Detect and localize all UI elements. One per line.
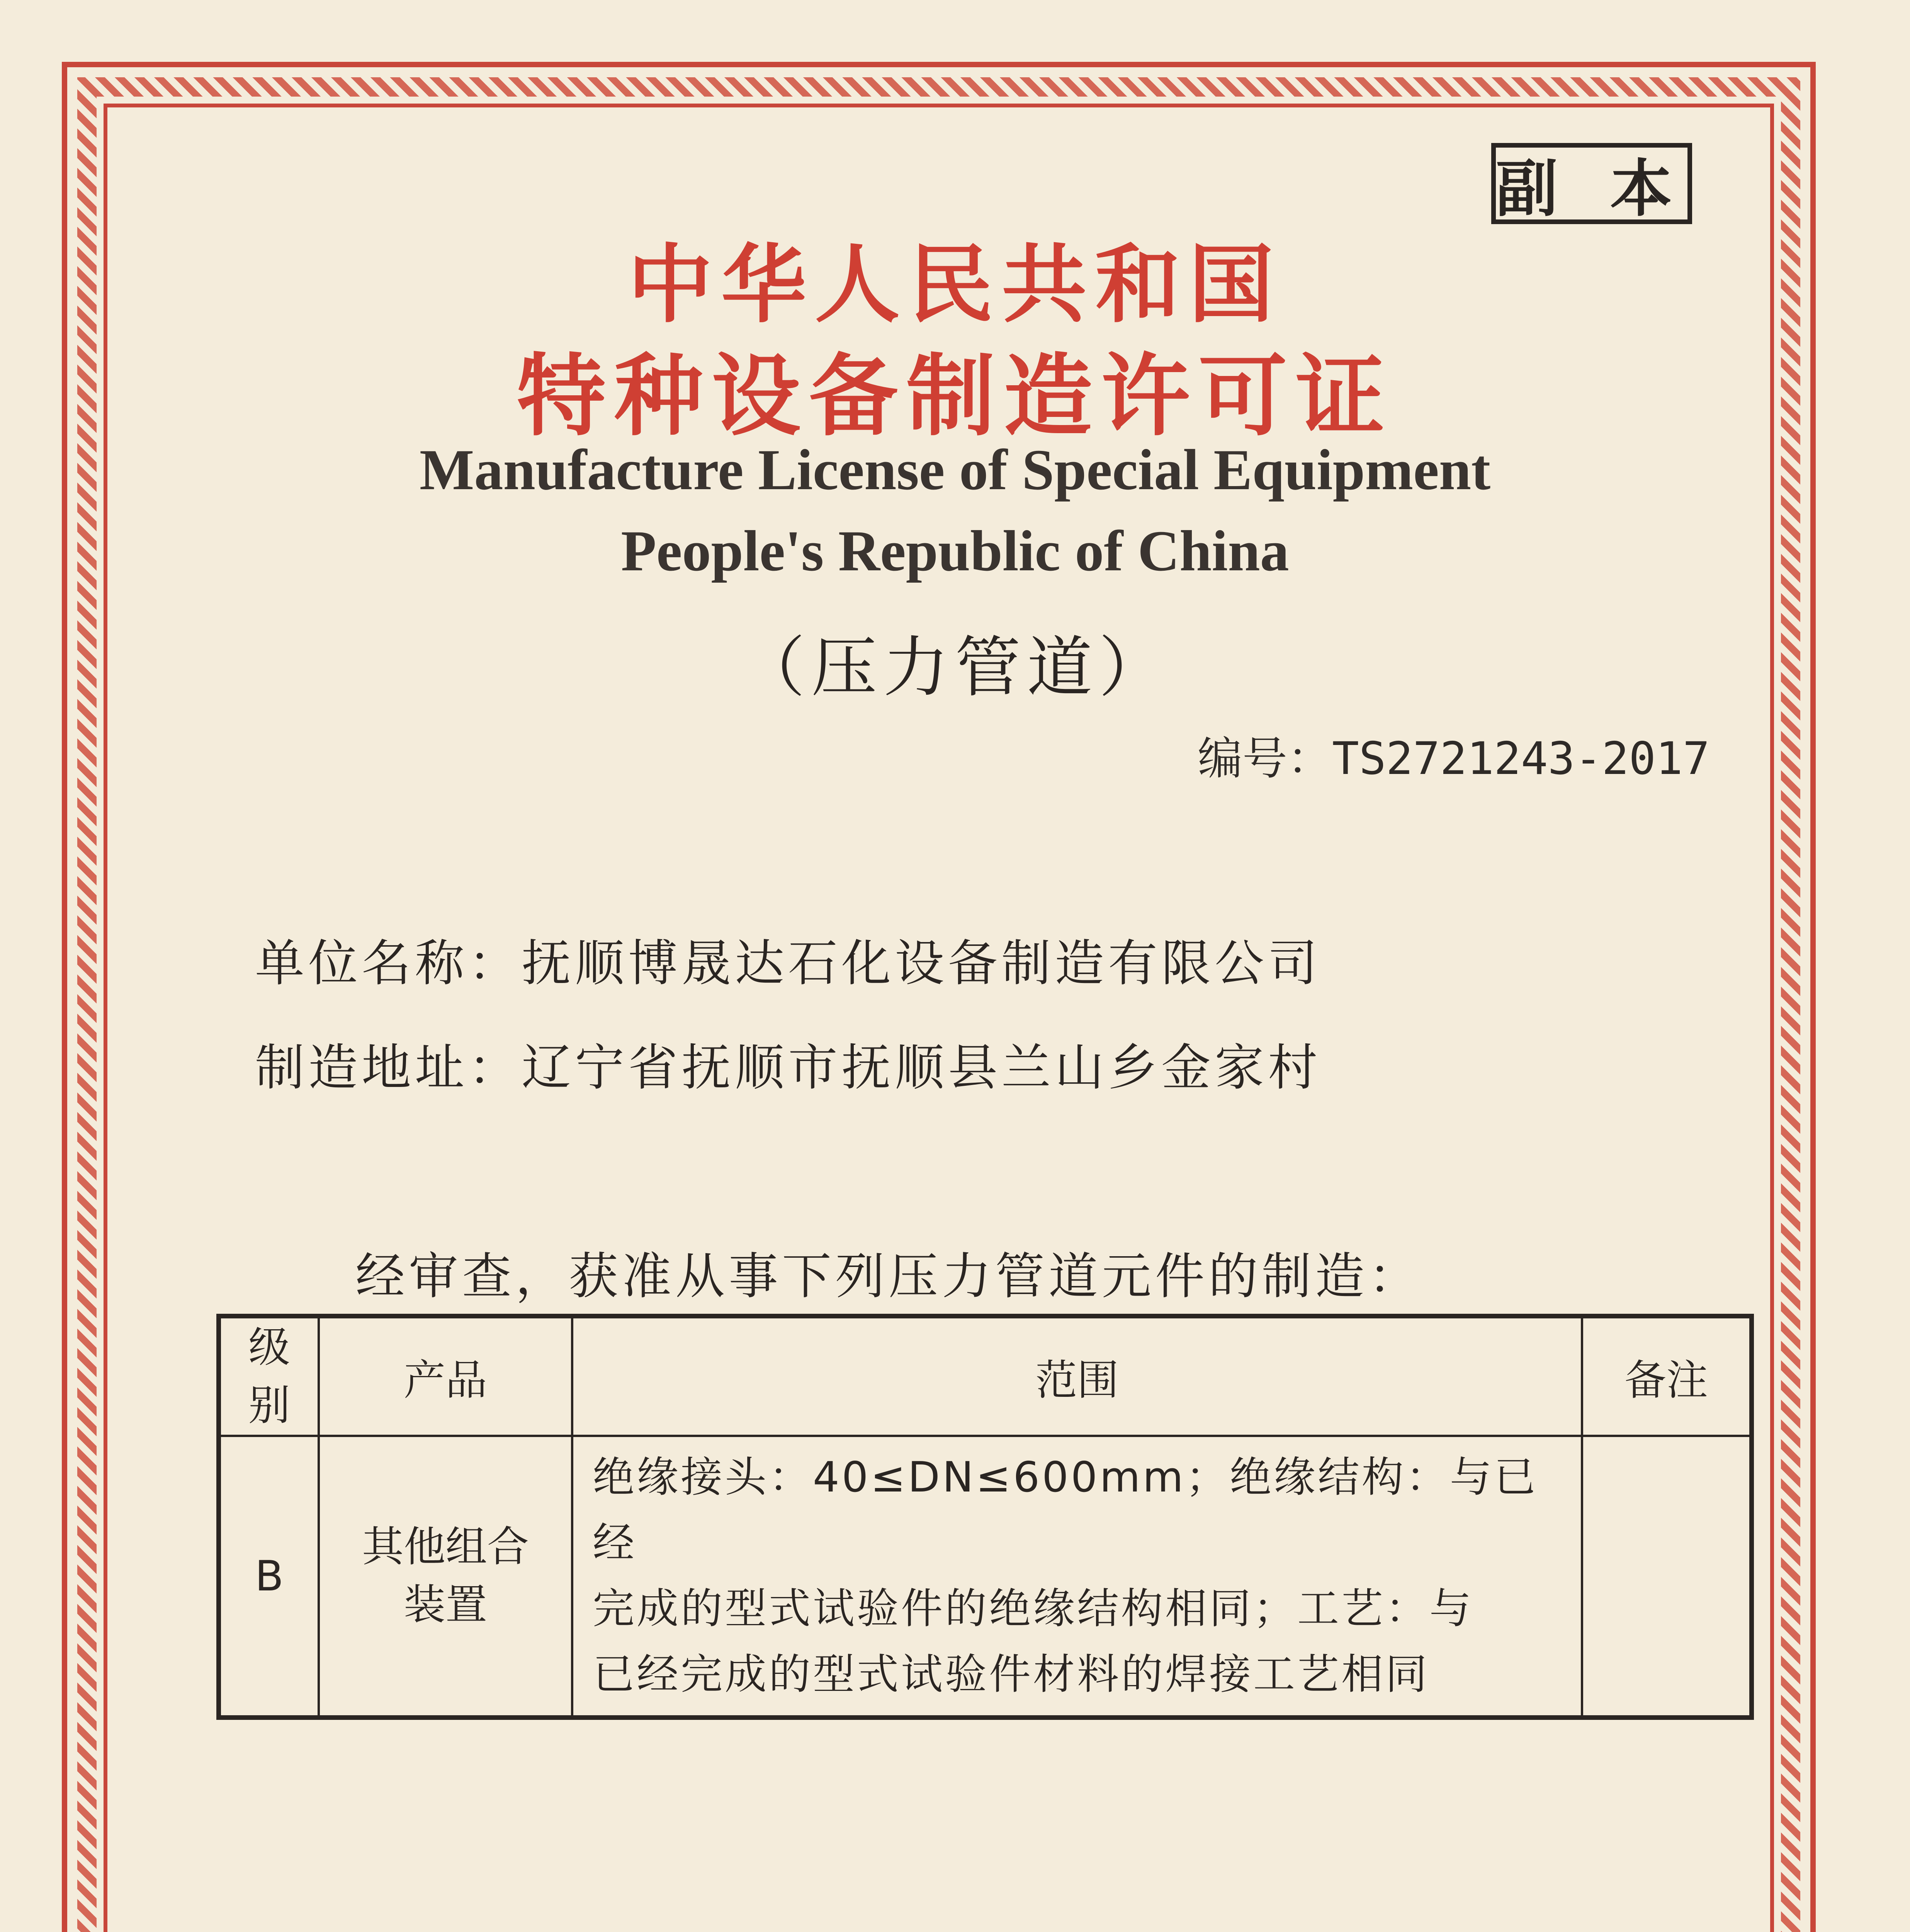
header-product: 产品 (319, 1316, 572, 1436)
header-scope: 范围 (572, 1316, 1582, 1436)
table-intro: 经审查，获准从事下列压力管道元件的制造： (355, 1248, 1422, 1305)
license-category: （压力管道） (739, 629, 1171, 706)
table-header-row (219, 1316, 1752, 1436)
cell-scope (572, 1436, 1582, 1718)
copy-mark: 副 本 (1491, 143, 1692, 224)
title-chinese-line2: 特种设备制造许可证 (517, 345, 1393, 448)
cell-level: B (219, 1436, 319, 1718)
company-name-value: 抚顺博晟达石化设备制造有限公司 (522, 935, 1322, 992)
header-level (219, 1316, 319, 1436)
cell-scope-line3: 已经完成的型式试验件材料的焊接工艺相同 (593, 1650, 1430, 1699)
certificate-number: 编号：TS2721243-2017 (1198, 733, 1710, 785)
company-name-field (255, 923, 1321, 995)
company-address-value: 辽宁省抚顺市抚顺县兰山乡金家村 (522, 1039, 1322, 1097)
title-chinese-line1: 中华人民共和国 (627, 235, 1282, 334)
company-address-field (255, 1028, 1321, 1099)
cell-scope-line1: 绝缘接头：40≤DN≤600mm；绝缘结构：与已经 (593, 1453, 1538, 1567)
title-english-line2: People's Republic of China (621, 519, 1289, 583)
cell-scope-line2: 完成的型式试验件的绝缘结构相同；工艺：与 (593, 1585, 1474, 1633)
cell-product-line2: 装置 (403, 1581, 487, 1629)
company-name-label: 单位名称： (255, 935, 522, 992)
cell-product (319, 1436, 572, 1718)
table-row (219, 1436, 1752, 1718)
header-notes: 备注 (1582, 1316, 1752, 1436)
license-scope-table (216, 1314, 1754, 1720)
header-level-line1: 级 (248, 1323, 290, 1372)
title-english-line1: Manufacture License of Special Equipment (419, 438, 1491, 502)
company-address-label: 制造地址： (255, 1039, 522, 1097)
header-level-line2: 别 (248, 1381, 290, 1430)
cell-product-line1: 其他组合 (362, 1523, 529, 1571)
cell-notes (1582, 1436, 1752, 1718)
